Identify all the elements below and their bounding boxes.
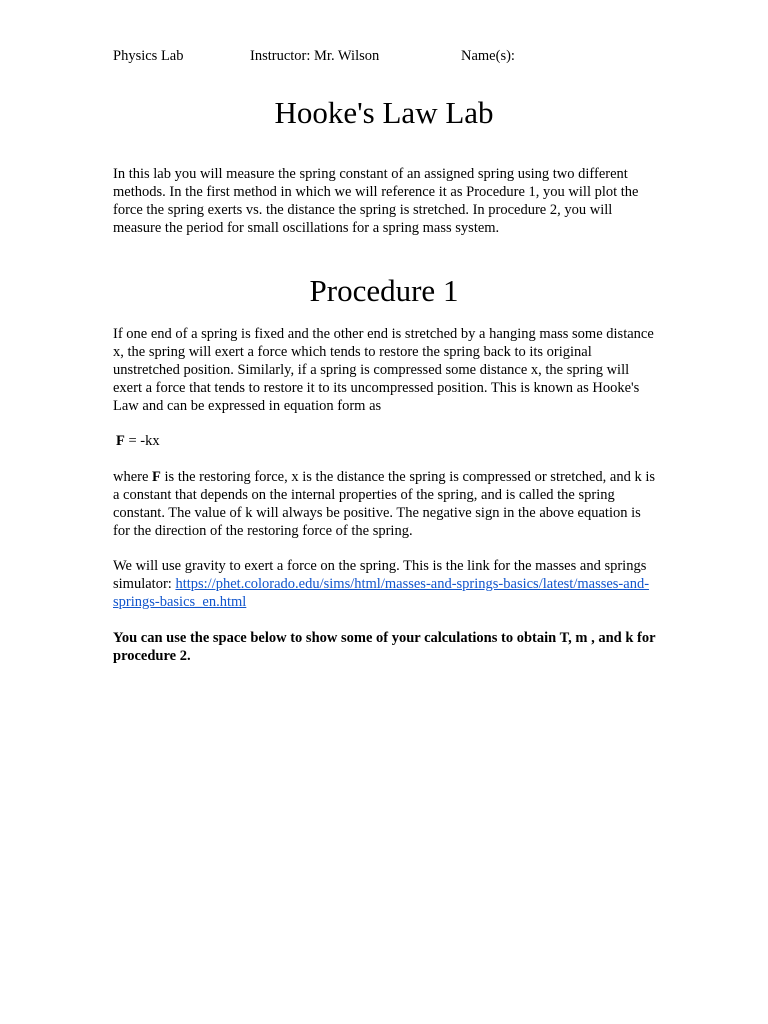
instructor-label: Instructor: Mr. Wilson — [250, 48, 380, 64]
simulator-paragraph — [113, 557, 658, 611]
page-header — [113, 47, 673, 67]
p2-prefix: where — [113, 469, 153, 485]
equation-rest: = -kx — [124, 433, 160, 449]
simulator-text: We will use gravity to exert a force on the spring. This is the link for the masses and springs simulator: — [113, 558, 647, 592]
p2-body: is the restoring force, x is the distance the spring is compressed or stretched, and k is a constant that depends on the internal properties of the spring, and is called the spring constant. The value of k will always be positive. The negative sign in the above equation is for the direction of the restoring force of the spring. — [113, 469, 655, 539]
calculations-instruction: You can use the space below to show some of your calculations to obtain T, m , and k for procedure 2. — [113, 630, 656, 664]
procedure-1-heading: Procedure 1 — [309, 273, 459, 308]
restoring-force-paragraph — [113, 468, 658, 540]
simulator-link[interactable]: https://phet.colorado.edu/sims/html/masses-and-springs-basics/latest/masses-and-springs-basics_en.html — [113, 576, 650, 610]
hookes-law-equation — [116, 432, 661, 450]
p2-force-symbol: F — [152, 469, 161, 485]
course-label: Physics Lab — [113, 48, 184, 64]
hookes-law-paragraph: If one end of a spring is fixed and the other end is stretched by a hanging mass some distance x, the spring will exert a force which tends to restore the spring back to its original unstretched position. Similarly, if a spring is compressed some distance x, the spring will exert a force that tends to restore it to its uncompressed position. This is known as Hooke's Law and can be expressed in equation form as — [113, 326, 654, 414]
force-symbol: F — [116, 433, 125, 449]
intro-paragraph: In this lab you will measure the spring constant of an assigned spring using two different methods. In the first method in which we will reference it as Procedure 1, you will plot the force the spring exerts vs. the distance the spring is stretched. In procedure 2, you will measure the period for small oscillations for a spring mass system. — [113, 166, 639, 236]
names-label: Name(s): — [461, 48, 515, 64]
document-title: Hooke's Law Lab — [274, 95, 494, 130]
